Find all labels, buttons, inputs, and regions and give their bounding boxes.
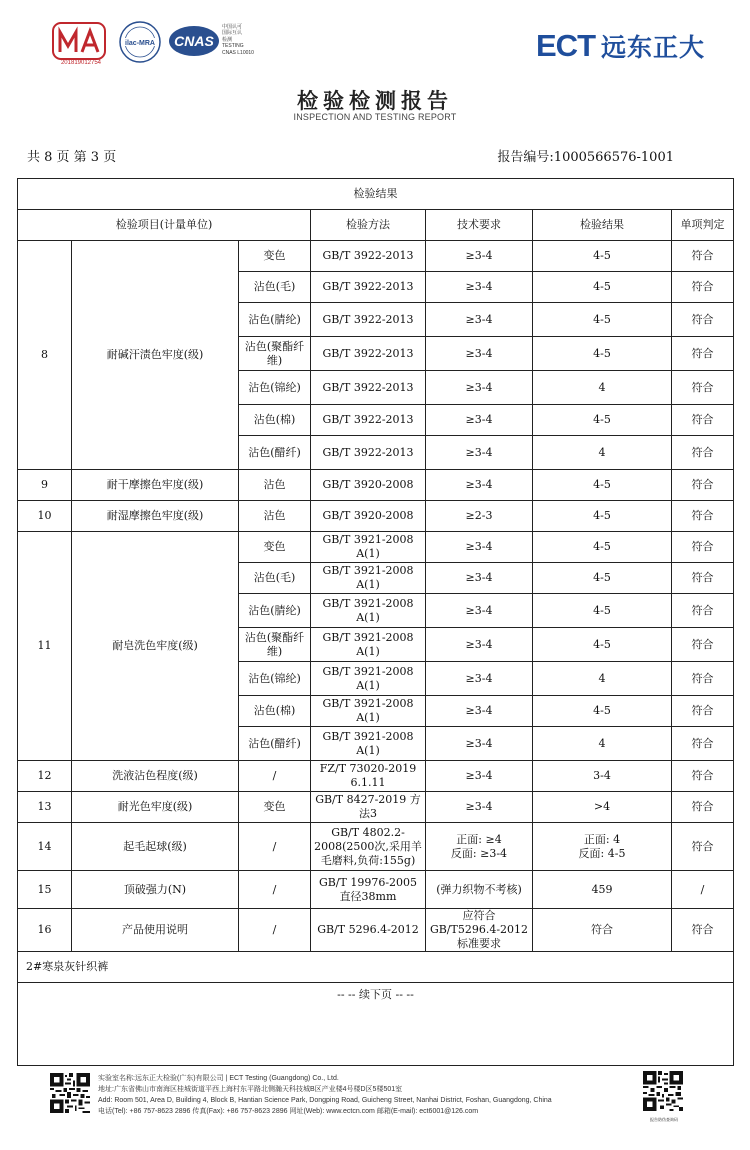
test-method: GB/T 3921-2008 A(1): [311, 696, 426, 727]
test-result: 4-5: [533, 470, 672, 501]
verdict: 符合: [672, 470, 734, 501]
test-result: 4-5: [533, 501, 672, 532]
footer-address-cn: 地址:广东省佛山市南海区桂城街道平西上海村东平路北侧瀚天科技城B区产业楼4号楼D区5楼501室: [98, 1086, 403, 1093]
footer-contact-block: [98, 1073, 643, 1117]
test-result: 4-5: [533, 405, 672, 436]
verdict: 符合: [672, 272, 734, 303]
requirement: ≥2-3: [426, 501, 533, 532]
requirement: ≥3-4: [426, 532, 533, 563]
test-method: GB/T 3921-2008 A(1): [311, 532, 426, 563]
item-sub: 变色: [239, 792, 311, 823]
table-row: [18, 761, 734, 792]
test-method: GB/T 3922-2013: [311, 405, 426, 436]
requirement: ≥3-4: [426, 337, 533, 371]
table-row: [18, 792, 734, 823]
item-name: 耐皂洗色牢度(级): [72, 532, 239, 761]
item-sub: 沾色(聚酯纤维): [239, 628, 311, 662]
verification-qr-code-icon[interactable]: [643, 1071, 683, 1111]
qr-code-icon: [50, 1073, 90, 1113]
requirement: (弹力织物不考核): [426, 871, 533, 909]
test-method: GB/T 8427-2019 方法3: [311, 792, 426, 823]
qr-caption: 报告防伪查询码: [650, 1117, 678, 1122]
item-number: 8: [18, 241, 72, 470]
requirement: ≥3-4: [426, 696, 533, 727]
verdict: 符合: [672, 563, 734, 594]
test-method: GB/T 3921-2008 A(1): [311, 727, 426, 761]
test-result: 4-5: [533, 337, 672, 371]
report-title: 检验检测报告: [297, 89, 453, 113]
logo-row: [46, 18, 716, 72]
item-sub: 沾色: [239, 501, 311, 532]
footer-address-en: Add: Room 501, Area D, Building 4, Block B, Hantian Science Park, Dongping Road, Guicheng Street, Nanhai District, Foshan, Guangdong, China: [98, 1097, 552, 1104]
verdict: 符合: [672, 501, 734, 532]
verdict: /: [672, 871, 734, 909]
test-method: GB/T 3922-2013: [311, 436, 426, 470]
item-name: 耐光色牢度(级): [72, 792, 239, 823]
ect-brand-logo: [536, 26, 716, 66]
item-number: 15: [18, 871, 72, 909]
table-row: [18, 501, 734, 532]
table-row: [18, 871, 734, 909]
requirement: ≥3-4: [426, 792, 533, 823]
requirement: 正面: ≥4 反面: ≥3-4: [426, 823, 533, 871]
ilac-mra-icon: [118, 20, 162, 64]
test-result: 4-5: [533, 628, 672, 662]
test-result: 459: [533, 871, 672, 909]
requirement: ≥3-4: [426, 662, 533, 696]
verdict: 符合: [672, 792, 734, 823]
verdict: 符合: [672, 727, 734, 761]
requirement: ≥3-4: [426, 405, 533, 436]
item-number: 9: [18, 470, 72, 501]
item-sub: 沾色(醋纤): [239, 727, 311, 761]
test-method: GB/T 3922-2013: [311, 303, 426, 337]
table-row: [18, 909, 734, 952]
item-name: 起毛起球(级): [72, 823, 239, 871]
test-result: 正面: 4 反面: 4-5: [533, 823, 672, 871]
table-row: [18, 470, 734, 501]
requirement: ≥3-4: [426, 241, 533, 272]
requirement: ≥3-4: [426, 727, 533, 761]
test-method: GB/T 19976-2005 直径38mm: [311, 871, 426, 909]
requirement: ≥3-4: [426, 436, 533, 470]
item-name: 耐干摩擦色牢度(级): [72, 470, 239, 501]
continuation-row: [18, 983, 734, 1066]
brand-latin: ECT: [536, 28, 595, 63]
verdict: 符合: [672, 594, 734, 628]
item-name: 耐碱汗渍色牢度(级): [72, 241, 239, 470]
test-result: 4: [533, 436, 672, 470]
item-name: 耐湿摩擦色牢度(级): [72, 501, 239, 532]
item-sub: 沾色(毛): [239, 563, 311, 594]
table-header-row: [18, 210, 734, 241]
item-name: 产品使用说明: [72, 909, 239, 952]
verdict: 符合: [672, 696, 734, 727]
test-result: 4-5: [533, 241, 672, 272]
test-method: GB/T 3920-2008: [311, 470, 426, 501]
requirement: ≥3-4: [426, 470, 533, 501]
footer-lab-name: 实验室名称:远东正大检验(广东)有限公司 | ECT Testing (Guangdong) Co., Ltd.: [98, 1075, 339, 1082]
verdict: 符合: [672, 337, 734, 371]
item-sub: /: [239, 823, 311, 871]
verdict: 符合: [672, 761, 734, 792]
page-info: 共 8 页 第 3 页: [27, 150, 117, 165]
item-sub: 沾色(棉): [239, 405, 311, 436]
test-method: GB/T 3922-2013: [311, 272, 426, 303]
table-row: [18, 532, 734, 563]
sample-name: 2#寒泉灰针织裤: [18, 952, 734, 983]
table-row: [18, 241, 734, 272]
test-result: 4-5: [533, 532, 672, 563]
verdict: 符合: [672, 532, 734, 563]
ma-number: 201819012754: [60, 60, 102, 66]
test-result: >4: [533, 792, 672, 823]
test-result: 4-5: [533, 696, 672, 727]
verdict: 符合: [672, 405, 734, 436]
test-method: GB/T 3920-2008: [311, 501, 426, 532]
item-name: 顶破强力(N): [72, 871, 239, 909]
item-sub: 沾色(腈纶): [239, 594, 311, 628]
verdict: 符合: [672, 436, 734, 470]
test-result: 4-5: [533, 272, 672, 303]
brand-cn: 远东正大: [601, 33, 706, 62]
requirement: 应符合GB/T5296.4-2012标准要求: [426, 909, 533, 952]
item-number: 14: [18, 823, 72, 871]
test-method: GB/T 3922-2013: [311, 241, 426, 272]
item-sub: 变色: [239, 241, 311, 272]
item-sub: 变色: [239, 532, 311, 563]
requirement: ≥3-4: [426, 761, 533, 792]
test-method: GB/T 3921-2008 A(1): [311, 662, 426, 696]
item-sub: 沾色(锦纶): [239, 662, 311, 696]
requirement: ≥3-4: [426, 371, 533, 405]
footer: [0, 1067, 750, 1137]
requirement: ≥3-4: [426, 563, 533, 594]
item-number: 11: [18, 532, 72, 761]
item-sub: 沾色(聚酯纤维): [239, 337, 311, 371]
verdict: 符合: [672, 628, 734, 662]
verdict: 符合: [672, 371, 734, 405]
requirement: ≥3-4: [426, 303, 533, 337]
item-sub: /: [239, 871, 311, 909]
item-sub: 沾色: [239, 470, 311, 501]
item-sub: 沾色(锦纶): [239, 371, 311, 405]
verdict: 符合: [672, 909, 734, 952]
item-sub: /: [239, 761, 311, 792]
requirement: ≥3-4: [426, 594, 533, 628]
svg-text:CNAS: CNAS: [174, 33, 214, 49]
requirement: ≥3-4: [426, 272, 533, 303]
footer-contact: 电话(Tel): +86 757-8623 2896 传真(Fax): +86 757-8623 2896 网址(Web): www.ectcn.com 邮箱(E-mail): ect6001@126.com: [98, 1108, 479, 1115]
item-number: 16: [18, 909, 72, 952]
test-result: 4-5: [533, 563, 672, 594]
col-header-verdict: 单项判定: [672, 210, 734, 241]
cnas-accreditation-text: 中国认可 国际互认 检测 TESTING CNAS L10010: [222, 24, 254, 56]
item-sub: 沾色(醋纤): [239, 436, 311, 470]
col-header-item: 检验项目(计量单位): [18, 210, 311, 241]
test-method: GB/T 3921-2008 A(1): [311, 594, 426, 628]
test-method: GB/T 5296.4-2012: [311, 909, 426, 952]
test-result: 4: [533, 727, 672, 761]
verdict: 符合: [672, 303, 734, 337]
test-result: 4: [533, 662, 672, 696]
col-header-method: 检验方法: [311, 210, 426, 241]
item-sub: /: [239, 909, 311, 952]
test-method: GB/T 3921-2008 A(1): [311, 563, 426, 594]
item-name: 洗液沾色程度(级): [72, 761, 239, 792]
test-method: GB/T 4802.2-2008(2500次,采用羊毛磨料,负荷:155g): [311, 823, 426, 871]
continued-notice: -- -- 续下页 -- --: [18, 983, 734, 1066]
table-row: [18, 823, 734, 871]
test-result: 4-5: [533, 594, 672, 628]
test-result: 3-4: [533, 761, 672, 792]
item-number: 12: [18, 761, 72, 792]
report-number: 报告编号:1000566576-1001: [497, 150, 674, 165]
verdict: 符合: [672, 241, 734, 272]
test-method: GB/T 3922-2013: [311, 371, 426, 405]
col-header-requirement: 技术要求: [426, 210, 533, 241]
sample-row: [18, 952, 734, 983]
test-method: FZ/T 73020-2019 6.1.11: [311, 761, 426, 792]
test-method: GB/T 3922-2013: [311, 337, 426, 371]
item-number: 13: [18, 792, 72, 823]
table-caption: 检验结果: [18, 179, 734, 210]
verdict: 符合: [672, 662, 734, 696]
col-header-result: 检验结果: [533, 210, 672, 241]
verdict: 符合: [672, 823, 734, 871]
test-result: 4-5: [533, 303, 672, 337]
ma-logo-icon: [52, 22, 106, 60]
svg-text:ilac-MRA: ilac-MRA: [125, 40, 155, 47]
test-result: 符合: [533, 909, 672, 952]
report-title-en: INSPECTION AND TESTING REPORT: [293, 112, 457, 122]
item-number: 10: [18, 501, 72, 532]
item-sub: 沾色(腈纶): [239, 303, 311, 337]
requirement: ≥3-4: [426, 628, 533, 662]
item-sub: 沾色(毛): [239, 272, 311, 303]
test-result: 4: [533, 371, 672, 405]
test-method: GB/T 3921-2008 A(1): [311, 628, 426, 662]
results-table: [17, 178, 734, 1066]
item-sub: 沾色(棉): [239, 696, 311, 727]
